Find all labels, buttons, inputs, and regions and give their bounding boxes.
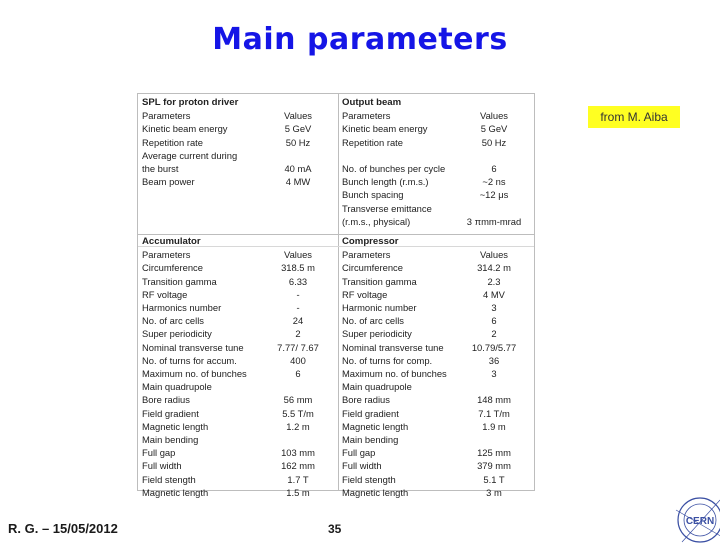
parameter-value: 1.2 m bbox=[286, 420, 310, 432]
parameter-name: (r.m.s., physical) bbox=[342, 215, 411, 227]
table-row bbox=[142, 275, 336, 288]
parameter-value: 2 bbox=[491, 328, 497, 340]
column-header-parameters: Parameters bbox=[142, 249, 191, 261]
parameter-value: ~12 μs bbox=[479, 189, 509, 201]
table-row bbox=[142, 175, 336, 188]
table-row bbox=[342, 202, 530, 215]
section-output-beam bbox=[342, 96, 530, 228]
table-row bbox=[342, 162, 530, 175]
parameter-value: 400 bbox=[290, 354, 306, 366]
parameter-name: RF voltage bbox=[342, 288, 388, 300]
parameter-name: Magnetic length bbox=[142, 420, 209, 432]
table-row bbox=[342, 393, 530, 406]
parameter-value bbox=[268, 433, 328, 446]
table-row bbox=[142, 354, 336, 367]
table-row bbox=[142, 288, 336, 301]
column-header-values: Values bbox=[284, 110, 312, 122]
table-row bbox=[142, 367, 336, 380]
table-row bbox=[142, 301, 336, 314]
parameter-name: Bore radius bbox=[342, 394, 390, 406]
parameter-value bbox=[268, 380, 328, 393]
table-row bbox=[342, 314, 530, 327]
parameter-value: 40 mA bbox=[284, 163, 312, 175]
table-row bbox=[342, 188, 530, 201]
parameter-value: 7.77/ 7.67 bbox=[277, 341, 319, 353]
column-header-values: Values bbox=[284, 249, 312, 261]
table-row bbox=[342, 367, 530, 380]
page-title: Main parameters bbox=[212, 22, 508, 57]
table-row bbox=[142, 459, 336, 472]
parameter-name: Bore radius bbox=[142, 394, 190, 406]
parameter-value: 1.9 m bbox=[482, 420, 506, 432]
parameter-name: Magnetic length bbox=[142, 486, 209, 498]
parameter-name: Main quadrupole bbox=[342, 381, 412, 393]
parameter-name: Field gradient bbox=[142, 407, 199, 419]
parameter-value: 1.7 T bbox=[287, 473, 309, 485]
credit-label: from M. Aiba bbox=[588, 106, 680, 128]
parameter-name: Transverse emittance bbox=[342, 202, 432, 214]
parameter-value: 10.79/5.77 bbox=[471, 341, 517, 353]
parameter-name: Full gap bbox=[342, 447, 376, 459]
table-row bbox=[142, 433, 336, 446]
section-title: Output beam bbox=[342, 97, 402, 108]
parameter-name bbox=[342, 149, 458, 162]
table-row bbox=[142, 327, 336, 340]
column-divider bbox=[338, 94, 339, 490]
parameter-value: 6.33 bbox=[288, 275, 308, 287]
table-row bbox=[142, 380, 336, 393]
table-row bbox=[342, 420, 530, 433]
parameter-name: Nominal transverse tune bbox=[342, 341, 444, 353]
table-row bbox=[342, 136, 530, 149]
parameter-value bbox=[458, 149, 530, 162]
parameter-name: No. of arc cells bbox=[142, 315, 204, 327]
section-title: Accumulator bbox=[142, 236, 201, 247]
footer-author-date: R. G. – 15/05/2012 bbox=[8, 521, 118, 536]
table-row bbox=[342, 149, 530, 162]
table-row bbox=[342, 275, 530, 288]
parameter-value: - bbox=[296, 302, 300, 314]
column-header-values: Values bbox=[480, 249, 508, 261]
parameter-name: Field stength bbox=[142, 473, 196, 485]
parameter-value: 5.5 T/m bbox=[282, 407, 314, 419]
column-header-parameters: Parameters bbox=[142, 110, 191, 122]
parameter-value: 4 MV bbox=[483, 288, 505, 300]
table-row bbox=[142, 314, 336, 327]
table-row bbox=[142, 149, 336, 162]
parameter-value: 5 GeV bbox=[284, 123, 312, 135]
parameter-value: 162 mm bbox=[281, 460, 315, 472]
table-row bbox=[142, 473, 336, 486]
parameter-name: Bunch length (r.m.s.) bbox=[342, 176, 429, 188]
parameter-value: 56 mm bbox=[283, 394, 313, 406]
parameter-value bbox=[458, 202, 530, 215]
table-row bbox=[142, 136, 336, 149]
parameter-name: RF voltage bbox=[142, 288, 188, 300]
parameter-value: 125 mm bbox=[477, 447, 511, 459]
svg-text:CERN: CERN bbox=[685, 516, 715, 527]
parameter-name: Magnetic length bbox=[342, 420, 409, 432]
table-row bbox=[342, 354, 530, 367]
table-row bbox=[142, 446, 336, 459]
parameter-value: ~2 ns bbox=[482, 176, 506, 188]
cern-logo-icon bbox=[668, 490, 720, 548]
table-header-row bbox=[342, 248, 530, 261]
table-row bbox=[142, 341, 336, 354]
table-row bbox=[342, 301, 530, 314]
parameter-value: 3 bbox=[491, 368, 497, 380]
table-row bbox=[142, 486, 336, 499]
table-row bbox=[142, 393, 336, 406]
parameter-value: 5.1 T bbox=[483, 473, 505, 485]
parameter-value: 7.1 T/m bbox=[478, 407, 510, 419]
parameter-value: 1.5 m bbox=[286, 486, 310, 498]
table-row bbox=[342, 380, 530, 393]
parameter-value: 5 GeV bbox=[480, 123, 508, 135]
table-row bbox=[342, 122, 530, 135]
parameter-name: Nominal transverse tune bbox=[142, 341, 244, 353]
parameter-value: 6 bbox=[295, 368, 301, 380]
parameter-value: 6 bbox=[491, 315, 497, 327]
parameter-value: 3 m bbox=[486, 486, 502, 498]
column-header-parameters: Parameters bbox=[342, 110, 391, 122]
page-number: 35 bbox=[328, 522, 342, 536]
parameter-name: Maximum no. of bunches bbox=[342, 368, 447, 380]
parameter-value: 318.5 m bbox=[281, 262, 315, 274]
parameter-name: Average current during bbox=[142, 149, 238, 161]
parameter-name: Circumference bbox=[342, 262, 403, 274]
table-row bbox=[342, 433, 530, 446]
parameter-name: Full width bbox=[142, 460, 182, 472]
table-row bbox=[142, 407, 336, 420]
parameter-name: No. of arc cells bbox=[342, 315, 404, 327]
table-header-row bbox=[142, 109, 336, 122]
table-row bbox=[342, 261, 530, 274]
parameter-name: Field stength bbox=[342, 473, 396, 485]
parameter-value: 314.2 m bbox=[477, 262, 511, 274]
parameter-value: 50 Hz bbox=[481, 136, 507, 148]
section-accumulator bbox=[142, 235, 336, 499]
parameter-value bbox=[458, 433, 530, 446]
parameter-value: 3 bbox=[491, 302, 497, 314]
parameter-value: 379 mm bbox=[477, 460, 511, 472]
parameter-name: Maximum no. of bunches bbox=[142, 368, 247, 380]
table-row bbox=[342, 327, 530, 340]
parameter-name: Harmonics number bbox=[142, 302, 222, 314]
section-title: Compressor bbox=[342, 236, 399, 247]
parameter-value: 2.3 bbox=[487, 275, 501, 287]
table-row bbox=[342, 407, 530, 420]
parameter-value: 50 Hz bbox=[285, 136, 311, 148]
parameter-name: Harmonic number bbox=[342, 302, 417, 314]
table-row bbox=[342, 341, 530, 354]
table-row bbox=[342, 175, 530, 188]
parameter-name: No. of bunches per cycle bbox=[342, 163, 446, 175]
parameter-name: Kinetic beam energy bbox=[342, 123, 428, 135]
parameter-value: 4 MW bbox=[285, 176, 311, 188]
parameter-name: Transition gamma bbox=[342, 275, 417, 287]
parameter-name: Repetition rate bbox=[342, 136, 403, 148]
table-row bbox=[142, 420, 336, 433]
section-title: SPL for proton driver bbox=[142, 97, 239, 108]
parameter-name: Super periodicity bbox=[142, 328, 212, 340]
parameter-name: No. of turns for comp. bbox=[342, 354, 433, 366]
table-row bbox=[342, 473, 530, 486]
table-header-row bbox=[342, 109, 530, 122]
table-row bbox=[342, 446, 530, 459]
parameter-name: Kinetic beam energy bbox=[142, 123, 228, 135]
parameter-name: Field gradient bbox=[342, 407, 399, 419]
table-row bbox=[142, 261, 336, 274]
parameter-name: Magnetic length bbox=[342, 486, 409, 498]
parameter-value: 24 bbox=[292, 315, 304, 327]
parameter-name: No. of turns for accum. bbox=[142, 354, 237, 366]
parameter-name: Super periodicity bbox=[342, 328, 412, 340]
section-compressor bbox=[342, 235, 530, 499]
table-row bbox=[342, 459, 530, 472]
parameter-name: Circumference bbox=[142, 262, 203, 274]
parameter-name: Repetition rate bbox=[142, 136, 203, 148]
parameter-name: Transition gamma bbox=[142, 275, 217, 287]
parameter-value bbox=[268, 149, 328, 162]
table-row bbox=[342, 486, 530, 499]
parameter-name: Main bending bbox=[142, 434, 199, 446]
parameter-value bbox=[458, 380, 530, 393]
parameter-name: Beam power bbox=[142, 176, 195, 188]
table-row bbox=[342, 288, 530, 301]
section-spl bbox=[142, 96, 336, 188]
parameter-name: the burst bbox=[142, 163, 179, 175]
parameters-table bbox=[137, 93, 535, 498]
parameter-value: - bbox=[296, 288, 300, 300]
parameter-name: Main bending bbox=[342, 434, 399, 446]
parameter-name: Full gap bbox=[142, 447, 176, 459]
parameter-value: 2 bbox=[295, 328, 301, 340]
table-row bbox=[142, 162, 336, 175]
parameter-name: Main quadrupole bbox=[142, 381, 212, 393]
parameter-value: 6 bbox=[491, 163, 497, 175]
parameter-value: 36 bbox=[488, 354, 500, 366]
parameter-value: 3 πmm-mrad bbox=[466, 215, 522, 227]
parameter-value: 103 mm bbox=[281, 447, 315, 459]
parameter-name: Full width bbox=[342, 460, 382, 472]
column-header-values: Values bbox=[480, 110, 508, 122]
table-header-row bbox=[142, 248, 336, 261]
table-row bbox=[142, 122, 336, 135]
column-header-parameters: Parameters bbox=[342, 249, 391, 261]
parameter-name: Bunch spacing bbox=[342, 189, 404, 201]
parameter-value: 148 mm bbox=[477, 394, 511, 406]
table-row bbox=[342, 215, 530, 228]
